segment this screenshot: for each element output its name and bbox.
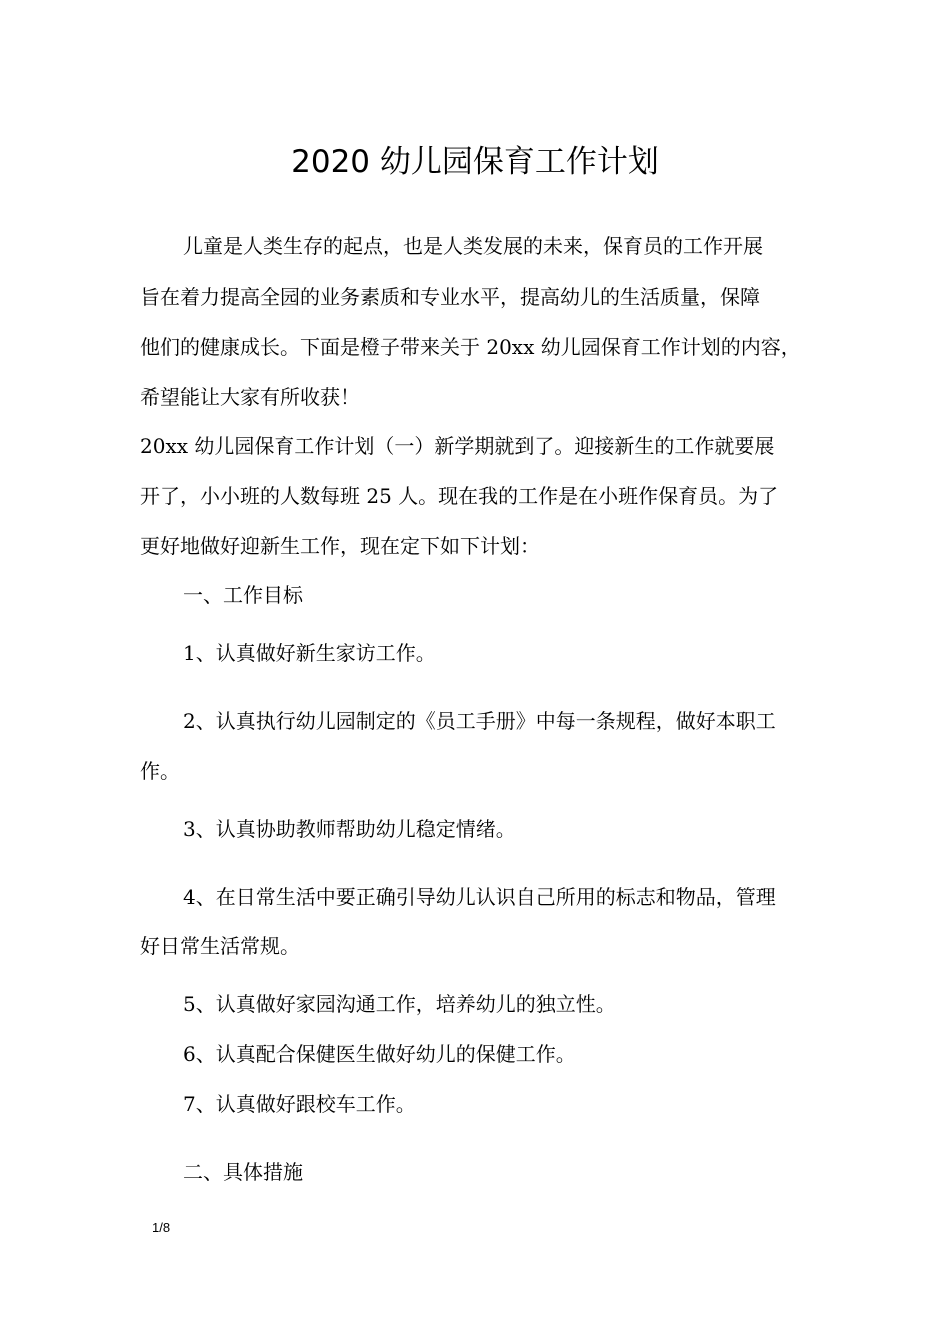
list-item-3: 3、认真协助教师帮助幼儿稳定情绪。 xyxy=(183,817,516,841)
page-number: 1/8 xyxy=(152,1220,171,1235)
list-item-6: 6、认真配合保健医生做好幼儿的保健工作。 xyxy=(183,1042,576,1066)
intro-line-2: 旨在着力提高全园的业务素质和专业水平，提高幼儿的生活质量，保障 xyxy=(140,285,760,309)
section-heading-goals: 一、工作目标 xyxy=(183,583,303,607)
plan-intro-line-3: 更好地做好迎新生工作，现在定下如下计划： xyxy=(140,534,540,558)
list-item-2-line-2: 作。 xyxy=(140,759,180,783)
list-item-4-line-1: 4、在日常生活中要正确引导幼儿认识自己所用的标志和物品，管理 xyxy=(183,885,776,909)
list-item-2-line-1: 2、认真执行幼儿园制定的《员工手册》中每一条规程，做好本职工 xyxy=(183,709,776,733)
intro-line-3: 他们的健康成长。下面是橙子带来关于 20xx 幼儿园保育工作计划的内容， xyxy=(140,335,801,359)
plan-intro-line-2: 开了，小小班的人数每班 25 人。现在我的工作是在小班作保育员。为了 xyxy=(140,484,779,508)
list-item-4-line-2: 好日常生活常规。 xyxy=(140,934,300,958)
document-title: 2020 幼儿园保育工作计划 xyxy=(291,144,659,180)
section-heading-measures: 二、具体措施 xyxy=(183,1160,303,1184)
list-item-1: 1、认真做好新生家访工作。 xyxy=(183,641,436,665)
intro-line-4: 希望能让大家有所收获！ xyxy=(140,385,360,409)
list-item-7: 7、认真做好跟校车工作。 xyxy=(183,1092,416,1116)
intro-line-1: 儿童是人类生存的起点，也是人类发展的未来，保育员的工作开展 xyxy=(183,234,763,258)
plan-intro-line-1: 20xx 幼儿园保育工作计划（一）新学期就到了。迎接新生的工作就要展 xyxy=(140,434,775,458)
list-item-5: 5、认真做好家园沟通工作，培养幼儿的独立性。 xyxy=(183,992,616,1016)
